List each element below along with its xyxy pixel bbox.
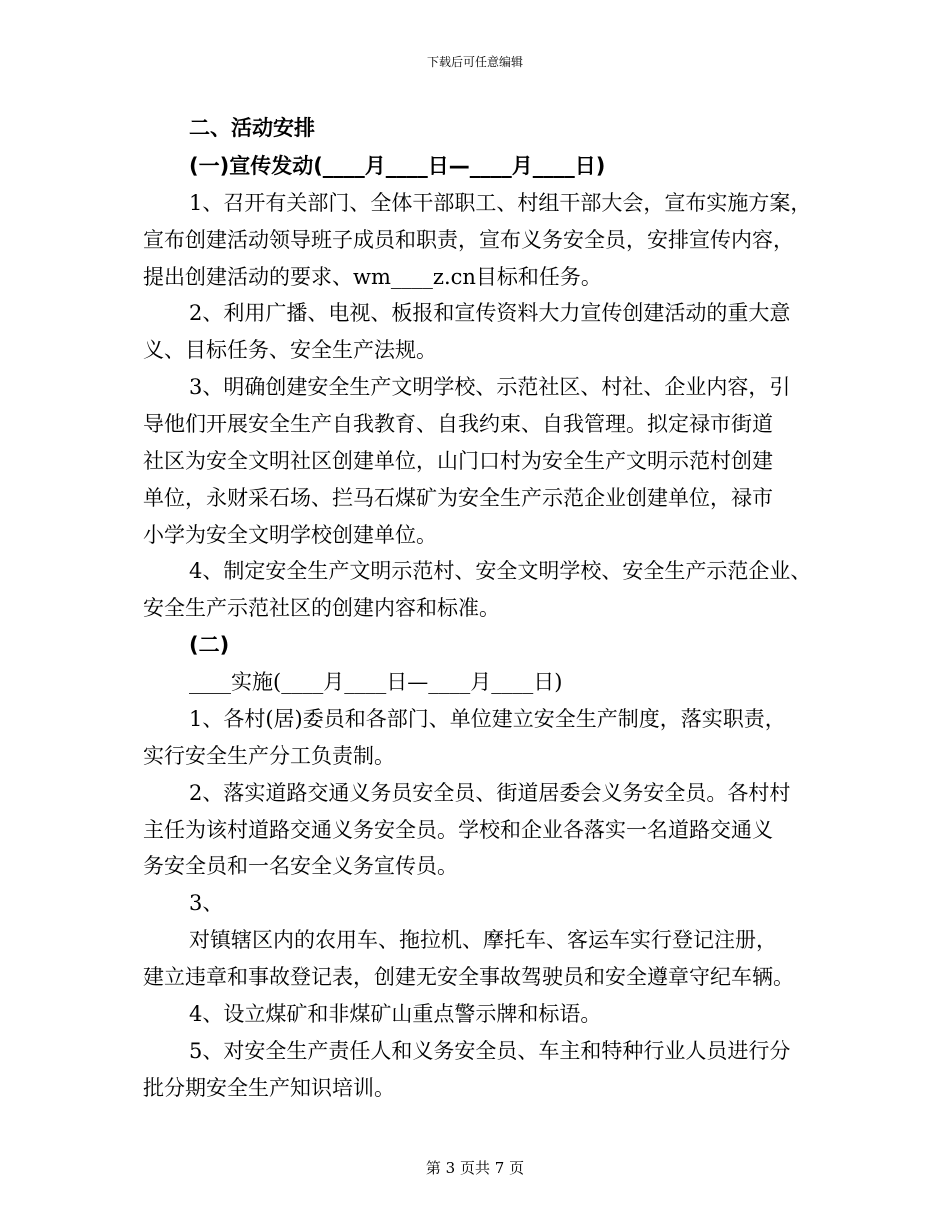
section-heading: 二、活动安排 <box>189 116 315 140</box>
paragraph-line: 务安全员和一名安全义务宣传员。 <box>143 854 458 878</box>
paragraph-line: 1、各村(居)委员和各部门、单位建立安全生产制度，落实职责， <box>189 707 786 731</box>
paragraph-line: 提出创建活动的要求、wm____z.cn目标和任务。 <box>143 265 602 289</box>
subsection-heading-publicity: (一)宣传发动(____月____日—____月____日) <box>189 154 606 178</box>
paragraph-line: 4、设立煤矿和非煤矿山重点警示牌和标语。 <box>189 1002 602 1026</box>
paragraph-line: 4、制定安全生产文明示范村、安全文明学校、安全生产示范企业、 <box>189 559 812 583</box>
page-indicator: 第 3 页共 7 页 <box>425 1159 525 1177</box>
paragraph-line: 导他们开展安全生产自我教育、自我约束、自我管理。拟定禄市街道 <box>143 412 773 436</box>
paragraph-line: 对镇辖区内的农用车、拖拉机、摩托车、客运车实行登记注册， <box>189 928 777 952</box>
paragraph-line: 主任为该村道路交通义务安全员。学校和企业各落实一名道路交通义 <box>143 818 773 842</box>
item-number: 3、 <box>189 891 224 915</box>
paragraph-line: 2、落实道路交通义务员安全员、街道居委会义务安全员。各村村 <box>189 781 791 805</box>
paragraph-line: 宣布创建活动领导班子成员和职责，宣布义务安全员，安排宣传内容， <box>143 228 794 252</box>
page-header-note: 下载后可任意编辑 <box>426 55 523 69</box>
subsection-title-line: ____实施(____月____日—____月____日) <box>189 670 563 694</box>
paragraph-line: 安全生产示范社区的创建内容和标准。 <box>143 596 500 620</box>
paragraph-line: 义、目标任务、安全生产法规。 <box>143 338 437 362</box>
paragraph-line: 建立违章和事故登记表，创建无安全事故驾驶员和安全遵章守纪车辆。 <box>143 965 794 989</box>
paragraph-line: 小学为安全文明学校创建单位。 <box>143 523 437 547</box>
paragraph-line: 单位，永财采石场、拦马石煤矿为安全生产示范企业创建单位，禄市 <box>143 486 773 510</box>
paragraph-line: 社区为安全文明社区创建单位，山门口村为安全生产文明示范村创建 <box>143 449 773 473</box>
paragraph-line: 2、利用广播、电视、板报和宣传资料大力宣传创建活动的重大意 <box>189 301 791 325</box>
paragraph-line: 1、召开有关部门、全体干部职工、村组干部大会，宣布实施方案， <box>189 191 812 215</box>
paragraph-line: 3、明确创建安全生产文明学校、示范社区、村社、企业内容，引 <box>189 375 791 399</box>
paragraph-line: 实行安全生产分工负责制。 <box>143 744 395 768</box>
paragraph-line: 批分期安全生产知识培训。 <box>143 1076 395 1100</box>
paragraph-line: 5、对安全生产责任人和义务安全员、车主和特种行业人员进行分 <box>189 1039 791 1063</box>
subsection-heading-implementation: (二) <box>189 633 230 657</box>
